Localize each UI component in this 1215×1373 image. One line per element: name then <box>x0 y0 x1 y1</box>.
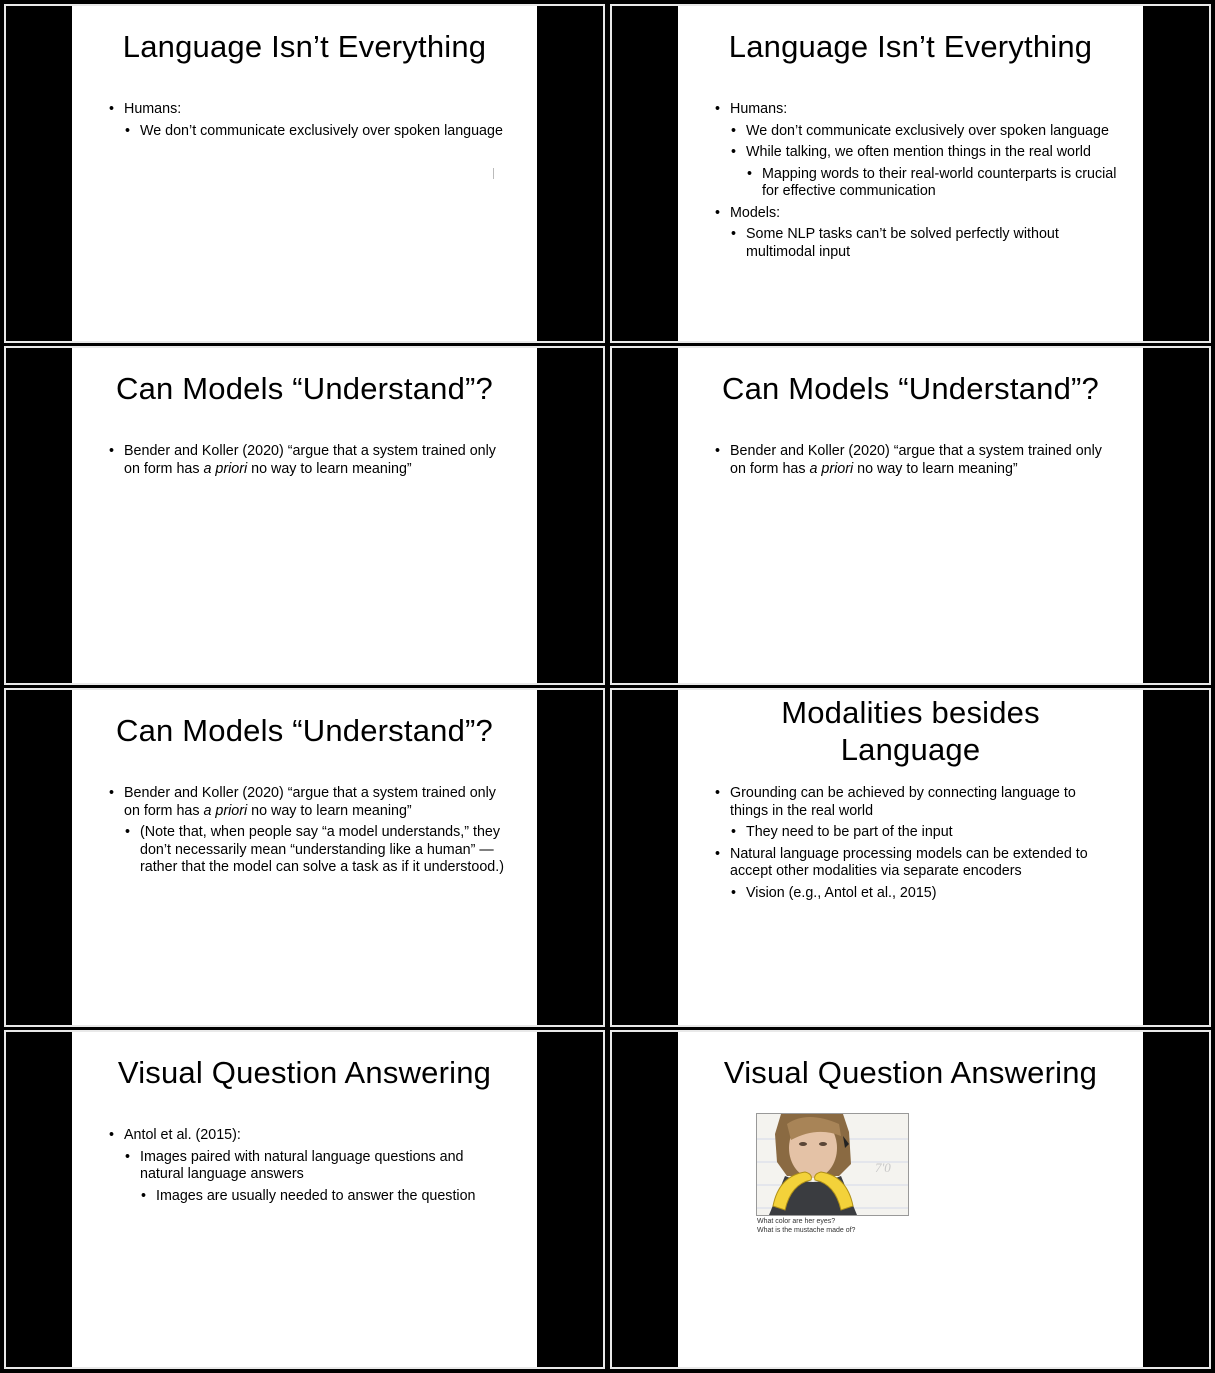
slide-canvas <box>678 6 1143 341</box>
slide-thumbnail[interactable] <box>610 346 1211 685</box>
sub-bullet: • We don’t communicate exclusively over spoken language <box>104 123 511 141</box>
slide-title: Can Models “Understand”? <box>722 371 1099 406</box>
slide-title: Visual Question Answering <box>723 1055 1098 1090</box>
slide-thumbnail[interactable] <box>4 4 605 343</box>
svg-text:7'0: 7'0 <box>875 1160 891 1175</box>
sub-sub-bullet: • Mapping words to their real-world counterparts is crucial for effective communication <box>710 166 1117 201</box>
slide-canvas <box>678 348 1143 683</box>
slide-thumbnail[interactable] <box>610 688 1211 1027</box>
slide-thumbnail[interactable] <box>4 1030 605 1369</box>
sub-bullet: • Images paired with natural language questions and natural language answers <box>104 1149 511 1184</box>
sub-bullet: • We don’t communicate exclusively over spoken language <box>710 123 1117 141</box>
bullet: • Bender and Koller (2020) “argue that a system trained only on form has a priori no way to learn meaning” <box>104 443 511 478</box>
bullet: • Natural language processing models can be extended to accept other modalities via separate encoders <box>710 846 1117 881</box>
bullet: • Humans: <box>104 101 511 119</box>
slide-canvas <box>72 348 537 683</box>
slide-thumbnail[interactable] <box>610 4 1211 343</box>
slide-title: Modalities besides Language <box>781 695 1040 767</box>
slide-thumbnail[interactable] <box>4 346 605 685</box>
slide-canvas <box>72 690 537 1025</box>
vqa-example-photo <box>756 1113 909 1216</box>
slide-title: Can Models “Understand”? <box>116 713 493 748</box>
slide-canvas <box>72 1032 537 1367</box>
vqa-question: What is the mustache made of? <box>757 1227 856 1234</box>
bullet: • Bender and Koller (2020) “argue that a system trained only on form has a priori no way to learn meaning” <box>710 443 1117 478</box>
bullet: • Grounding can be achieved by connecting language to things in the real world <box>710 785 1117 820</box>
slide-title: Language Isn’t Everything <box>122 29 487 64</box>
slide-title: Visual Question Answering <box>117 1055 492 1090</box>
slide-canvas <box>678 690 1143 1025</box>
sub-bullet: • While talking, we often mention things in the real world <box>710 144 1117 162</box>
sub-bullet: • Vision (e.g., Antol et al., 2015) <box>710 885 1117 903</box>
slide-title: Can Models “Understand”? <box>116 371 493 406</box>
vqa-question-list <box>757 1217 855 1235</box>
sub-bullet: • They need to be part of the input <box>710 824 1117 842</box>
text-cursor <box>493 168 494 179</box>
vqa-question: What color are her eyes? <box>757 1218 836 1225</box>
bullet: • Models: <box>710 205 1117 223</box>
slide-canvas <box>72 6 537 341</box>
bullet: • Bender and Koller (2020) “argue that a system trained only on form has a priori no way to learn meaning” <box>104 785 511 820</box>
slide-canvas <box>678 1032 1143 1367</box>
slide-thumbnail[interactable] <box>610 1030 1211 1369</box>
bullet: • Antol et al. (2015): <box>104 1127 511 1145</box>
sub-sub-bullet: • Images are usually needed to answer the question <box>104 1188 511 1206</box>
slide-thumbnail[interactable] <box>4 688 605 1027</box>
slide-title: Language Isn’t Everything <box>728 29 1093 64</box>
bullet: • Humans: <box>710 101 1117 119</box>
sub-bullet: • Some NLP tasks can’t be solved perfectly without multimodal input <box>710 226 1117 261</box>
sub-bullet: • (Note that, when people say “a model understands,” they don’t necessarily mean “understanding like a human” — rather that the model can solve a task as if it understood.) <box>104 824 511 877</box>
